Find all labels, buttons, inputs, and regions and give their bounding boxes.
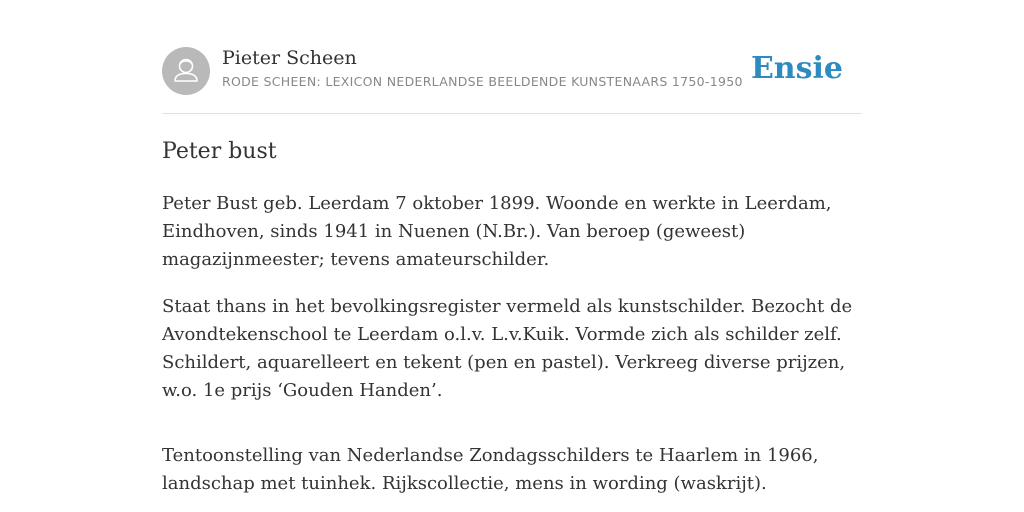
paragraph: Staat thans in het bevolkingsregister vermeld als kunstschilder. Bezocht de Avondtekenschool te Leerdam o.l.v. L.v.Kuik. Vormde zich als schilder zelf. Schildert, aquarelleert en tekent (pen en pastel). Verkreeg diverse prijzen, w.o. 1e prijs ‘Gouden Handen’. [162,296,853,401]
article-body [162,190,864,512]
user-icon [162,47,210,95]
ensie-logo[interactable]: Ensie [750,51,843,86]
author-avatar[interactable] [162,47,210,95]
article-title: Peter bust [162,139,277,164]
article-header [162,46,862,96]
source-title[interactable]: RODE SCHEEN: LEXICON NEDERLANDSE BEELDENDE KUNSTENAARS 1750-1950 [222,74,743,89]
header-divider [162,113,862,114]
paragraph: Peter Bust geb. Leerdam 7 oktober 1899. Woonde en werkte in Leerdam, Eindhoven, sinds 1941 in Nuenen (N.Br.). Van beroep (geweest) magazijnmeester; tevens amateurschilder. [162,193,832,270]
paragraph: Tentoonstelling van Nederlandse Zondagsschilders te Haarlem in 1966, landschap met tuinhek. Rijkscollectie, mens in wording (waskrijt). [162,445,819,494]
author-name[interactable]: Pieter Scheen [222,47,357,69]
